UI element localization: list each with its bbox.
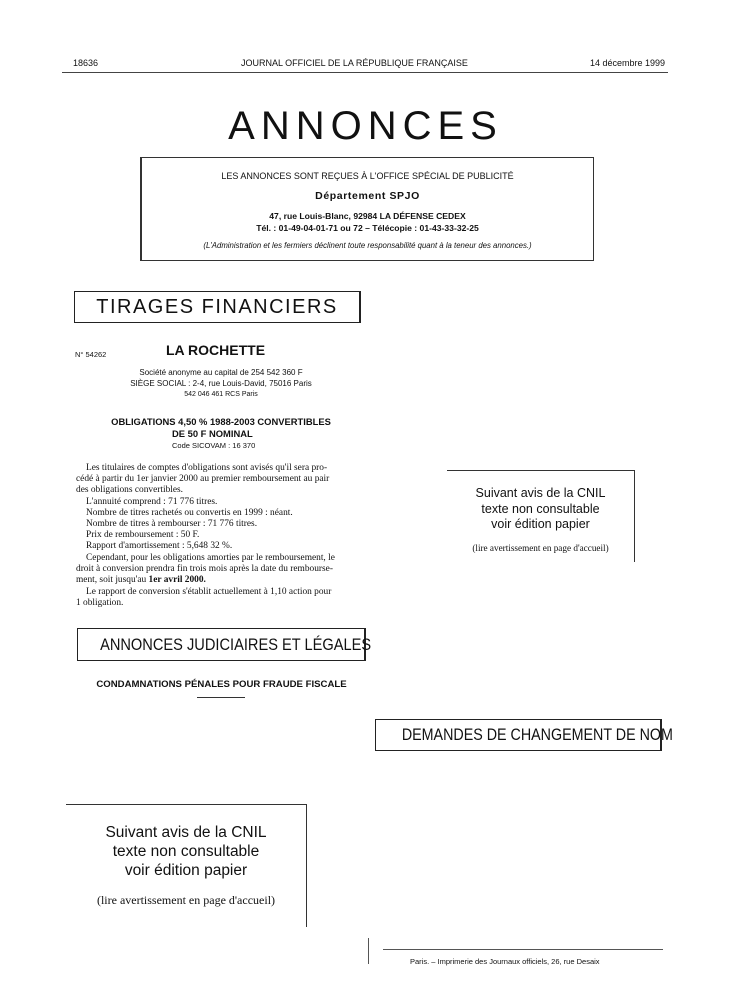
section-demandes-changement-nom [375, 719, 673, 751]
body-line: Prix de remboursement : 50 F. [86, 530, 200, 540]
phone-fax: Tél. : 01-49-04-01-71 ou 72 – Télécopie : 01-43-33-32-25 [256, 223, 479, 233]
cnil-line: texte non consultable [481, 501, 600, 516]
cnil-line: texte non consultable [112, 843, 260, 860]
section-title: TIRAGES FINANCIERS [96, 296, 338, 318]
disclaimer: (L'Administration et les fermiers déclinent toute responsabilité quant à la teneur des annonces.) [203, 241, 532, 250]
obligations-title: OBLIGATIONS 4,50 % 1988-2003 CONVERTIBLES [111, 416, 331, 427]
company-name: LA ROCHETTE [166, 342, 266, 358]
body-line: Nombre de titres rachetés ou convertis en 1999 : néant. [86, 508, 293, 518]
conversion-deadline: 1er avril 2000. [148, 575, 206, 585]
cnil-notice-box [447, 470, 635, 562]
cnil-line: voir édition papier [491, 517, 590, 531]
cnil-notice [447, 486, 634, 533]
company-capital: Société anonyme au capital de 254 542 360 F [139, 368, 303, 377]
body-line: Rapport d'amortissement : 5,648 32 %. [86, 541, 233, 551]
department-name: Département SPJO [315, 190, 420, 202]
body-line: Le rapport de conversion s'établit actuellement à 1,10 action pour [86, 587, 332, 597]
journal-title: JOURNAL OFFICIEL DE LA RÉPUBLIQUE FRANÇAISE [241, 58, 468, 68]
body-line: cédé à partir du 1er janvier 2000 au premier remboursement au pair [76, 474, 330, 484]
body-text: ment, soit jusqu'au [76, 575, 149, 585]
obligations-nominal: DE 50 F NOMINAL [172, 428, 253, 439]
publicity-info-box [140, 157, 594, 261]
body-line: droit à conversion prendra fin trois mois après la date du rembourse- [76, 564, 333, 574]
publicity-intro: LES ANNONCES SONT REÇUES À L'OFFICE SPÉCIAL DE PUBLICITÉ [221, 171, 514, 181]
sicovam-code: Code SICOVAM : 16 370 [172, 441, 256, 450]
section-title: DEMANDES DE CHANGEMENT DE NOM [401, 725, 673, 744]
body-line: Cependant, pour les obligations amorties par le remboursement, le [86, 553, 335, 563]
header-rule [62, 72, 668, 73]
issue-date: 14 décembre 1999 [590, 58, 666, 68]
printer-imprint: Paris. – Imprimerie des Journaux officiels, 26, rue Desaix [410, 957, 600, 966]
section-tirages-financiers [74, 291, 361, 323]
body-line: L'annuité comprend : 71 776 titres. [86, 497, 218, 507]
page-title: ANNONCES [228, 104, 503, 148]
body-line: 1 obligation. [76, 598, 124, 608]
footer-vertical-rule [368, 938, 369, 964]
registered-office: SIÈGE SOCIAL : 2-4, rue Louis-David, 75016 Paris [130, 379, 312, 388]
condamnations-heading: CONDAMNATIONS PÉNALES POUR FRAUDE FISCALE [96, 679, 347, 690]
section-title: ANNONCES JUDICIAIRES ET LÉGALES [100, 635, 372, 654]
footer-rule [383, 949, 663, 950]
body-line [76, 575, 366, 586]
announcement-number: N° 54262 [75, 350, 107, 359]
page-number: 18636 [73, 58, 99, 68]
body-line: Les titulaires de comptes d'obligations sont avisés qu'il sera pro- [86, 463, 328, 473]
cnil-warning: (lire avertissement en page d'accueil) [96, 893, 276, 907]
section-annonces-judiciaires [77, 628, 372, 661]
cnil-notice-box [66, 804, 307, 927]
address: 47, rue Louis-Blanc, 92984 LA DÉFENSE CEDEX [269, 211, 466, 221]
cnil-line: voir édition papier [124, 862, 248, 879]
cnil-line: Suivant avis de la CNIL [475, 486, 606, 500]
rcs-number: 542 046 461 RCS Paris [184, 391, 258, 398]
cnil-line: Suivant avis de la CNIL [105, 824, 267, 841]
cnil-notice [66, 823, 306, 880]
body-line: des obligations convertibles. [76, 485, 184, 495]
body-line: Nombre de titres à rembourser : 71 776 titres. [86, 519, 258, 529]
separator-rule [197, 697, 245, 698]
cnil-warning: (lire avertissement en page d'accueil) [472, 543, 609, 553]
